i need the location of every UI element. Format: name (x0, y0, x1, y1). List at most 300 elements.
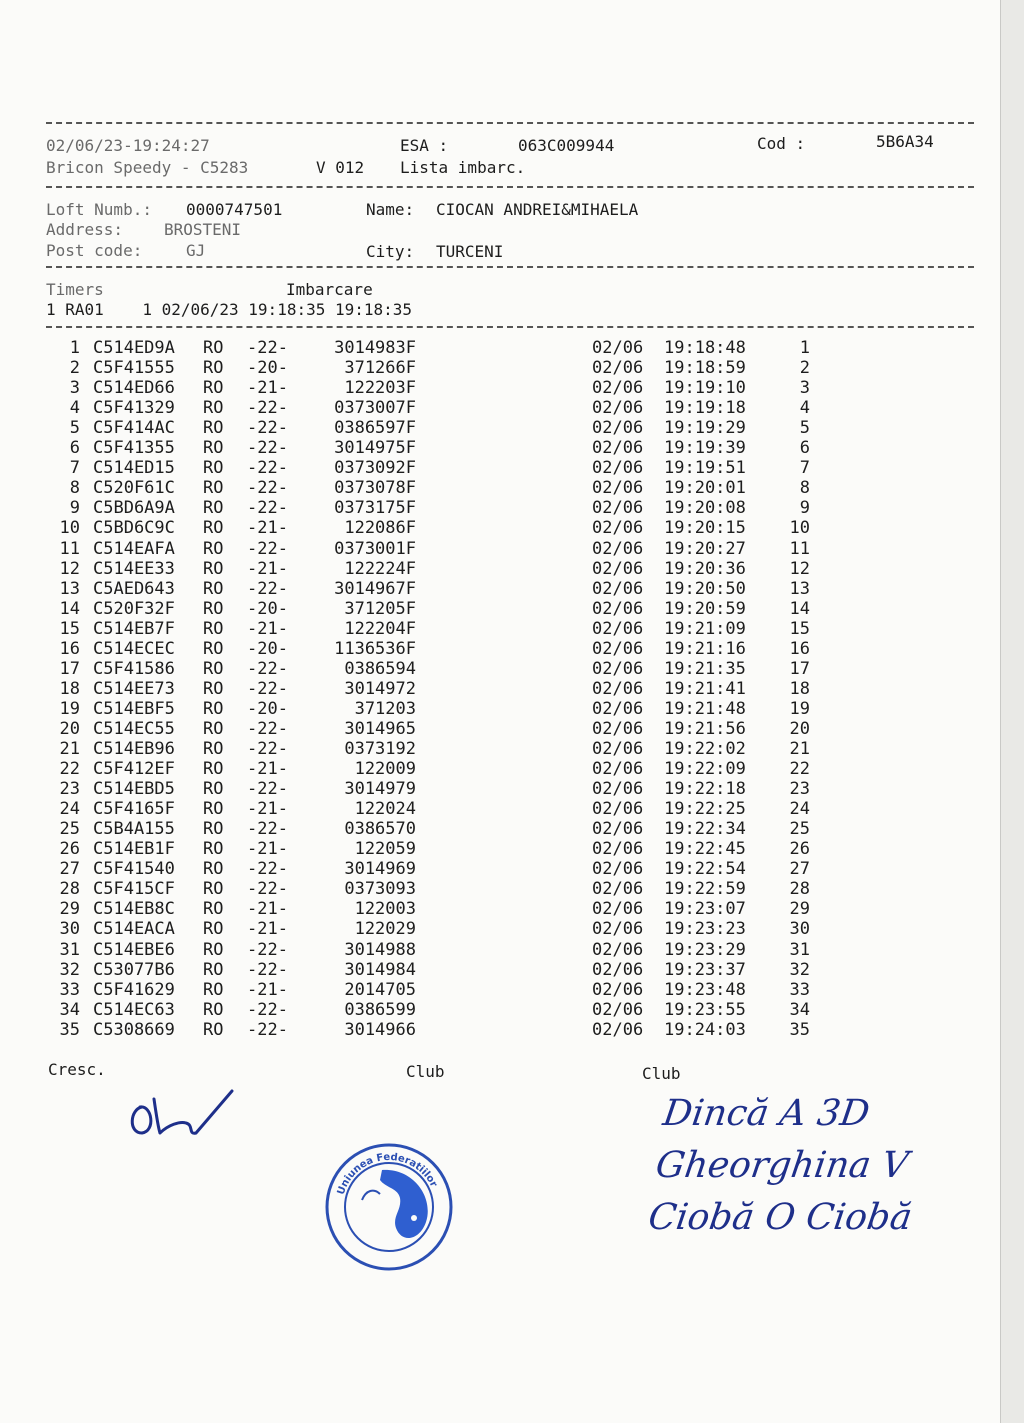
country-code: RO (203, 498, 224, 519)
arrival-position: 23 (789, 779, 810, 800)
country-code: RO (203, 618, 224, 639)
arrival-date: 02/06 (592, 418, 644, 439)
ring-id: C514EB7F (93, 618, 175, 639)
print-datetime: 02/06/23-19:24:27 (46, 136, 210, 155)
ring-number: 122059 (354, 839, 416, 860)
bird-row (0, 1000, 1000, 1020)
arrival-time: 19:19:18 (664, 398, 746, 419)
ring-number: 0373175F (334, 498, 416, 519)
bird-index: 34 (59, 999, 80, 1020)
ring-year: -22- (247, 578, 288, 599)
esa-label: ESA : (400, 136, 449, 155)
ring-id: C514EB8C (93, 899, 175, 920)
arrival-position: 17 (789, 658, 810, 679)
country-code: RO (203, 458, 224, 479)
arrival-position: 7 (799, 458, 810, 479)
arrival-date: 02/06 (592, 759, 644, 780)
arrival-date: 02/06 (592, 1019, 644, 1040)
bird-row (0, 819, 1000, 839)
ring-id: C514EB96 (93, 739, 175, 759)
arrival-time: 19:23:37 (664, 959, 746, 980)
separator-line (46, 186, 974, 188)
arrival-date: 02/06 (592, 839, 644, 860)
bird-index: 32 (59, 959, 80, 980)
arrival-date: 02/06 (592, 799, 644, 820)
arrival-time: 19:23:23 (664, 919, 746, 940)
bird-row (0, 418, 1000, 438)
ring-id: C5BD6C9C (93, 518, 175, 539)
bird-index: 22 (59, 759, 80, 780)
bird-row (0, 478, 1000, 498)
bird-index: 21 (59, 739, 80, 759)
arrival-position: 31 (789, 939, 810, 960)
arrival-date: 02/06 (592, 518, 644, 539)
country-code: RO (203, 418, 224, 439)
arrival-date: 02/06 (592, 358, 644, 379)
timer-line: 1 RA01 1 02/06/23 19:18:35 19:18:35 (46, 300, 413, 319)
country-code: RO (203, 919, 224, 940)
arrival-date: 02/06 (592, 919, 644, 940)
ring-year: -21- (247, 558, 288, 579)
arrival-date: 02/06 (592, 578, 644, 599)
bird-index: 6 (69, 438, 80, 459)
country-code: RO (203, 478, 224, 499)
arrival-position: 18 (789, 678, 810, 699)
ring-year: -22- (247, 538, 288, 559)
bird-index: 17 (59, 658, 80, 679)
arrival-position: 19 (789, 698, 810, 719)
ring-number: 3014988 (344, 939, 416, 960)
bird-row (0, 358, 1000, 378)
arrival-time: 19:23:48 (664, 979, 746, 1000)
ring-number: 3014969 (344, 859, 416, 880)
bird-row (0, 579, 1000, 599)
arrival-time: 19:20:01 (664, 478, 746, 499)
country-code: RO (203, 338, 224, 358)
ring-year: -21- (247, 839, 288, 860)
arrival-date: 02/06 (592, 658, 644, 679)
ring-id: C514EAFA (93, 538, 175, 559)
bird-index: 14 (59, 598, 80, 619)
arrival-time: 19:22:09 (664, 759, 746, 780)
ring-number: 3014983F (334, 338, 416, 358)
ring-number: 3014967F (334, 578, 416, 599)
bird-row (0, 759, 1000, 779)
country-code: RO (203, 638, 224, 659)
ring-number: 0386594 (344, 658, 416, 679)
country-code: RO (203, 759, 224, 780)
timers-label: Timers (46, 280, 104, 299)
name-label: Name: (366, 200, 415, 219)
arrival-position: 10 (789, 518, 810, 539)
bird-index: 26 (59, 839, 80, 860)
ring-year: -22- (247, 939, 288, 960)
arrival-time: 19:24:03 (664, 1019, 746, 1040)
ring-number: 0373093 (344, 879, 416, 900)
ring-number: 3014966 (344, 1019, 416, 1040)
arrival-position: 24 (789, 799, 810, 820)
country-code: RO (203, 739, 224, 759)
ring-year: -20- (247, 638, 288, 659)
ring-year: -21- (247, 899, 288, 920)
ring-number: 122009 (354, 759, 416, 780)
country-code: RO (203, 779, 224, 800)
ring-number: 371205F (344, 598, 416, 619)
ring-id: C514EACA (93, 919, 175, 940)
arrival-position: 11 (789, 538, 810, 559)
ring-year: -22- (247, 739, 288, 759)
arrival-time: 19:18:59 (664, 358, 746, 379)
ring-number: 3014979 (344, 779, 416, 800)
ring-number: 0373001F (334, 538, 416, 559)
bird-row (0, 859, 1000, 879)
country-code: RO (203, 398, 224, 419)
arrival-position: 21 (789, 739, 810, 759)
ring-id: C5BD6A9A (93, 498, 175, 519)
ring-id: C514EB1F (93, 839, 175, 860)
ring-number: 0373078F (334, 478, 416, 499)
arrival-position: 14 (789, 598, 810, 619)
arrival-date: 02/06 (592, 398, 644, 419)
arrival-time: 19:20:15 (664, 518, 746, 539)
bird-row (0, 739, 1000, 759)
ring-id: C514EBD5 (93, 779, 175, 800)
country-code: RO (203, 999, 224, 1020)
arrival-position: 32 (789, 959, 810, 980)
ring-id: C514EC55 (93, 718, 175, 739)
arrival-position: 33 (789, 979, 810, 1000)
arrival-time: 19:19:10 (664, 378, 746, 399)
ring-id: C5F41586 (93, 658, 175, 679)
bird-index: 4 (69, 398, 80, 419)
name-value: CIOCAN ANDREI&MIHAELA (436, 200, 639, 219)
bird-row (0, 919, 1000, 939)
ring-year: -22- (247, 859, 288, 880)
separator-line (46, 326, 974, 328)
arrival-date: 02/06 (592, 859, 644, 880)
ring-year: -22- (247, 398, 288, 419)
ring-id: C514ED66 (93, 378, 175, 399)
bird-row (0, 1020, 1000, 1040)
ring-year: -22- (247, 678, 288, 699)
country-code: RO (203, 698, 224, 719)
country-code: RO (203, 959, 224, 980)
ring-year: -21- (247, 919, 288, 940)
arrival-position: 12 (789, 558, 810, 579)
ring-number: 0386570 (344, 819, 416, 840)
arrival-time: 19:21:16 (664, 638, 746, 659)
arrival-position: 34 (789, 999, 810, 1020)
ring-number: 0373192 (344, 739, 416, 759)
ring-id: C514EBE6 (93, 939, 175, 960)
arrival-date: 02/06 (592, 458, 644, 479)
bird-index: 27 (59, 859, 80, 880)
bird-row (0, 619, 1000, 639)
arrival-date: 02/06 (592, 478, 644, 499)
arrival-date: 02/06 (592, 618, 644, 639)
arrival-position: 6 (799, 438, 810, 459)
ring-id: C5F4165F (93, 799, 175, 820)
cod-value: 5B6A34 (876, 132, 934, 151)
arrival-position: 5 (799, 418, 810, 439)
bird-row (0, 899, 1000, 919)
country-code: RO (203, 518, 224, 539)
arrival-position: 8 (799, 478, 810, 499)
ring-id: C5F41355 (93, 438, 175, 459)
arrival-position: 15 (789, 618, 810, 639)
club-stamp (322, 1140, 456, 1274)
ring-year: -22- (247, 438, 288, 459)
bird-row (0, 719, 1000, 739)
ring-year: -22- (247, 478, 288, 499)
arrival-position: 4 (799, 398, 810, 419)
signature-line-1: Dincă A 3D (660, 1093, 873, 1134)
ring-year: -22- (247, 458, 288, 479)
bird-row (0, 458, 1000, 478)
ring-id: C514ED15 (93, 458, 175, 479)
ring-id: C520F61C (93, 478, 175, 499)
bird-index: 20 (59, 718, 80, 739)
ring-id: C5F412EF (93, 759, 175, 780)
arrival-time: 19:20:08 (664, 498, 746, 519)
arrival-date: 02/06 (592, 538, 644, 559)
ring-id: C514EE33 (93, 558, 175, 579)
arrival-time: 19:22:54 (664, 859, 746, 880)
country-code: RO (203, 538, 224, 559)
ring-number: 3014965 (344, 718, 416, 739)
list-type: Lista imbarc. (400, 158, 526, 177)
arrival-date: 02/06 (592, 438, 644, 459)
country-code: RO (203, 578, 224, 599)
bird-row (0, 839, 1000, 859)
ring-number: 122203F (344, 378, 416, 399)
arrival-position: 3 (799, 378, 810, 399)
club-label-2: Club (642, 1064, 681, 1083)
arrival-date: 02/06 (592, 899, 644, 920)
ring-id: C5AED643 (93, 578, 175, 599)
arrival-position: 9 (799, 498, 810, 519)
ring-year: -22- (247, 879, 288, 900)
ring-year: -21- (247, 378, 288, 399)
country-code: RO (203, 378, 224, 399)
arrival-position: 25 (789, 819, 810, 840)
ring-number: 122024 (354, 799, 416, 820)
ring-year: -21- (247, 799, 288, 820)
arrival-time: 19:22:18 (664, 779, 746, 800)
arrival-date: 02/06 (592, 558, 644, 579)
ring-number: 0373092F (334, 458, 416, 479)
arrival-position: 20 (789, 718, 810, 739)
arrival-date: 02/06 (592, 718, 644, 739)
country-code: RO (203, 899, 224, 920)
bird-row (0, 378, 1000, 398)
arrival-time: 19:22:59 (664, 879, 746, 900)
arrival-date: 02/06 (592, 999, 644, 1020)
arrival-date: 02/06 (592, 498, 644, 519)
ring-number: 3014975F (334, 438, 416, 459)
arrival-date: 02/06 (592, 939, 644, 960)
bird-index: 29 (59, 899, 80, 920)
bird-index: 3 (69, 378, 80, 399)
bird-row (0, 398, 1000, 418)
bird-row (0, 599, 1000, 619)
country-code: RO (203, 438, 224, 459)
arrival-position: 30 (789, 919, 810, 940)
ring-id: C5308669 (93, 1019, 175, 1040)
arrival-time: 19:21:48 (664, 698, 746, 719)
bird-index: 2 (69, 358, 80, 379)
city-label: City: (366, 242, 415, 261)
country-code: RO (203, 718, 224, 739)
ring-id: C5F41329 (93, 398, 175, 419)
bird-index: 11 (59, 538, 80, 559)
arrival-position: 1 (799, 338, 810, 358)
ring-year: -22- (247, 498, 288, 519)
country-code: RO (203, 1019, 224, 1040)
address-label: Address: (46, 220, 124, 239)
ring-id: C520F32F (93, 598, 175, 619)
bird-index: 13 (59, 578, 80, 599)
ring-year: -22- (247, 779, 288, 800)
arrival-time: 19:20:50 (664, 578, 746, 599)
address-value: BROSTENI (164, 220, 242, 239)
stamp-text: Uniunea Federatiilor (335, 1151, 440, 1197)
arrival-date: 02/06 (592, 338, 644, 358)
country-code: RO (203, 939, 224, 960)
bird-index: 10 (59, 518, 80, 539)
bird-row (0, 679, 1000, 699)
bird-index: 28 (59, 879, 80, 900)
arrival-date: 02/06 (592, 739, 644, 759)
ring-number: 0386597F (334, 418, 416, 439)
breeder-signature (120, 1085, 240, 1145)
country-code: RO (203, 598, 224, 619)
imbarcare-label: Imbarcare (286, 280, 373, 299)
ring-number: 122003 (354, 899, 416, 920)
cresc-label: Cresc. (48, 1060, 106, 1079)
bird-index: 16 (59, 638, 80, 659)
cod-label: Cod : (757, 134, 806, 153)
arrival-time: 19:23:29 (664, 939, 746, 960)
bird-index: 23 (59, 779, 80, 800)
esa-value: 063C009944 (518, 136, 615, 155)
club-label-1: Club (406, 1062, 445, 1081)
bird-index: 8 (69, 478, 80, 499)
bird-index: 1 (69, 338, 80, 358)
arrival-time: 19:18:48 (664, 338, 746, 358)
arrival-time: 19:22:02 (664, 739, 746, 759)
bird-row (0, 639, 1000, 659)
ring-year: -22- (247, 338, 288, 358)
ring-year: -22- (247, 959, 288, 980)
arrival-date: 02/06 (592, 959, 644, 980)
ring-id: C5F41540 (93, 859, 175, 880)
bird-index: 19 (59, 698, 80, 719)
ring-id: C514ED9A (93, 338, 175, 358)
ring-number: 3014984 (344, 959, 416, 980)
arrival-position: 27 (789, 859, 810, 880)
ring-number: 3014972 (344, 678, 416, 699)
bird-row (0, 438, 1000, 458)
arrival-position: 28 (789, 879, 810, 900)
arrival-time: 19:21:09 (664, 618, 746, 639)
bird-index: 5 (69, 418, 80, 439)
arrival-time: 19:22:45 (664, 839, 746, 860)
arrival-date: 02/06 (592, 819, 644, 840)
postcode-value: GJ (186, 241, 206, 260)
bird-row (0, 779, 1000, 799)
country-code: RO (203, 678, 224, 699)
arrival-time: 19:19:29 (664, 418, 746, 439)
arrival-date: 02/06 (592, 378, 644, 399)
bird-row (0, 940, 1000, 960)
bird-index: 7 (69, 458, 80, 479)
arrival-time: 19:21:56 (664, 718, 746, 739)
club-signatures (645, 1088, 956, 1268)
bird-row (0, 659, 1000, 679)
bird-index: 25 (59, 819, 80, 840)
ring-year: -22- (247, 658, 288, 679)
ring-number: 2014705 (344, 979, 416, 1000)
country-code: RO (203, 819, 224, 840)
bird-row (0, 980, 1000, 1000)
arrival-date: 02/06 (592, 779, 644, 800)
loft-number-value: 0000747501 (186, 200, 283, 219)
separator-line (46, 266, 974, 268)
loft-number-label: Loft Numb.: (46, 200, 152, 219)
ring-year: -21- (247, 759, 288, 780)
ring-year: -20- (247, 598, 288, 619)
bird-row (0, 338, 1000, 358)
arrival-time: 19:22:34 (664, 819, 746, 840)
ring-year: -22- (247, 418, 288, 439)
firmware-version: V 012 (316, 158, 365, 177)
ring-number: 371266F (344, 358, 416, 379)
ring-id: C5F414AC (93, 418, 175, 439)
ring-year: -20- (247, 698, 288, 719)
arrival-date: 02/06 (592, 678, 644, 699)
country-code: RO (203, 859, 224, 880)
postcode-label: Post code: (46, 241, 143, 260)
ring-number: 122029 (354, 919, 416, 940)
arrival-time: 19:20:59 (664, 598, 746, 619)
ring-id: C514EC63 (93, 999, 175, 1020)
bird-index: 18 (59, 678, 80, 699)
arrival-date: 02/06 (592, 598, 644, 619)
country-code: RO (203, 358, 224, 379)
arrival-position: 22 (789, 759, 810, 780)
device-name: Bricon Speedy - C5283 (46, 158, 249, 177)
arrival-time: 19:23:07 (664, 899, 746, 920)
ring-id: C514EBF5 (93, 698, 175, 719)
bird-index: 24 (59, 799, 80, 820)
country-code: RO (203, 658, 224, 679)
ring-id: C53077B6 (93, 959, 175, 980)
bird-row (0, 498, 1000, 518)
arrival-time: 19:19:39 (664, 438, 746, 459)
scanner-edge (1000, 0, 1024, 1423)
arrival-time: 19:21:41 (664, 678, 746, 699)
bird-row (0, 879, 1000, 899)
ring-number: 122204F (344, 618, 416, 639)
ring-id: C5F41629 (93, 979, 175, 1000)
arrival-date: 02/06 (592, 979, 644, 1000)
signature-line-3: Ciobă O Ciobă (645, 1197, 915, 1238)
arrival-time: 19:19:51 (664, 458, 746, 479)
arrival-position: 2 (799, 358, 810, 379)
arrival-position: 16 (789, 638, 810, 659)
country-code: RO (203, 799, 224, 820)
